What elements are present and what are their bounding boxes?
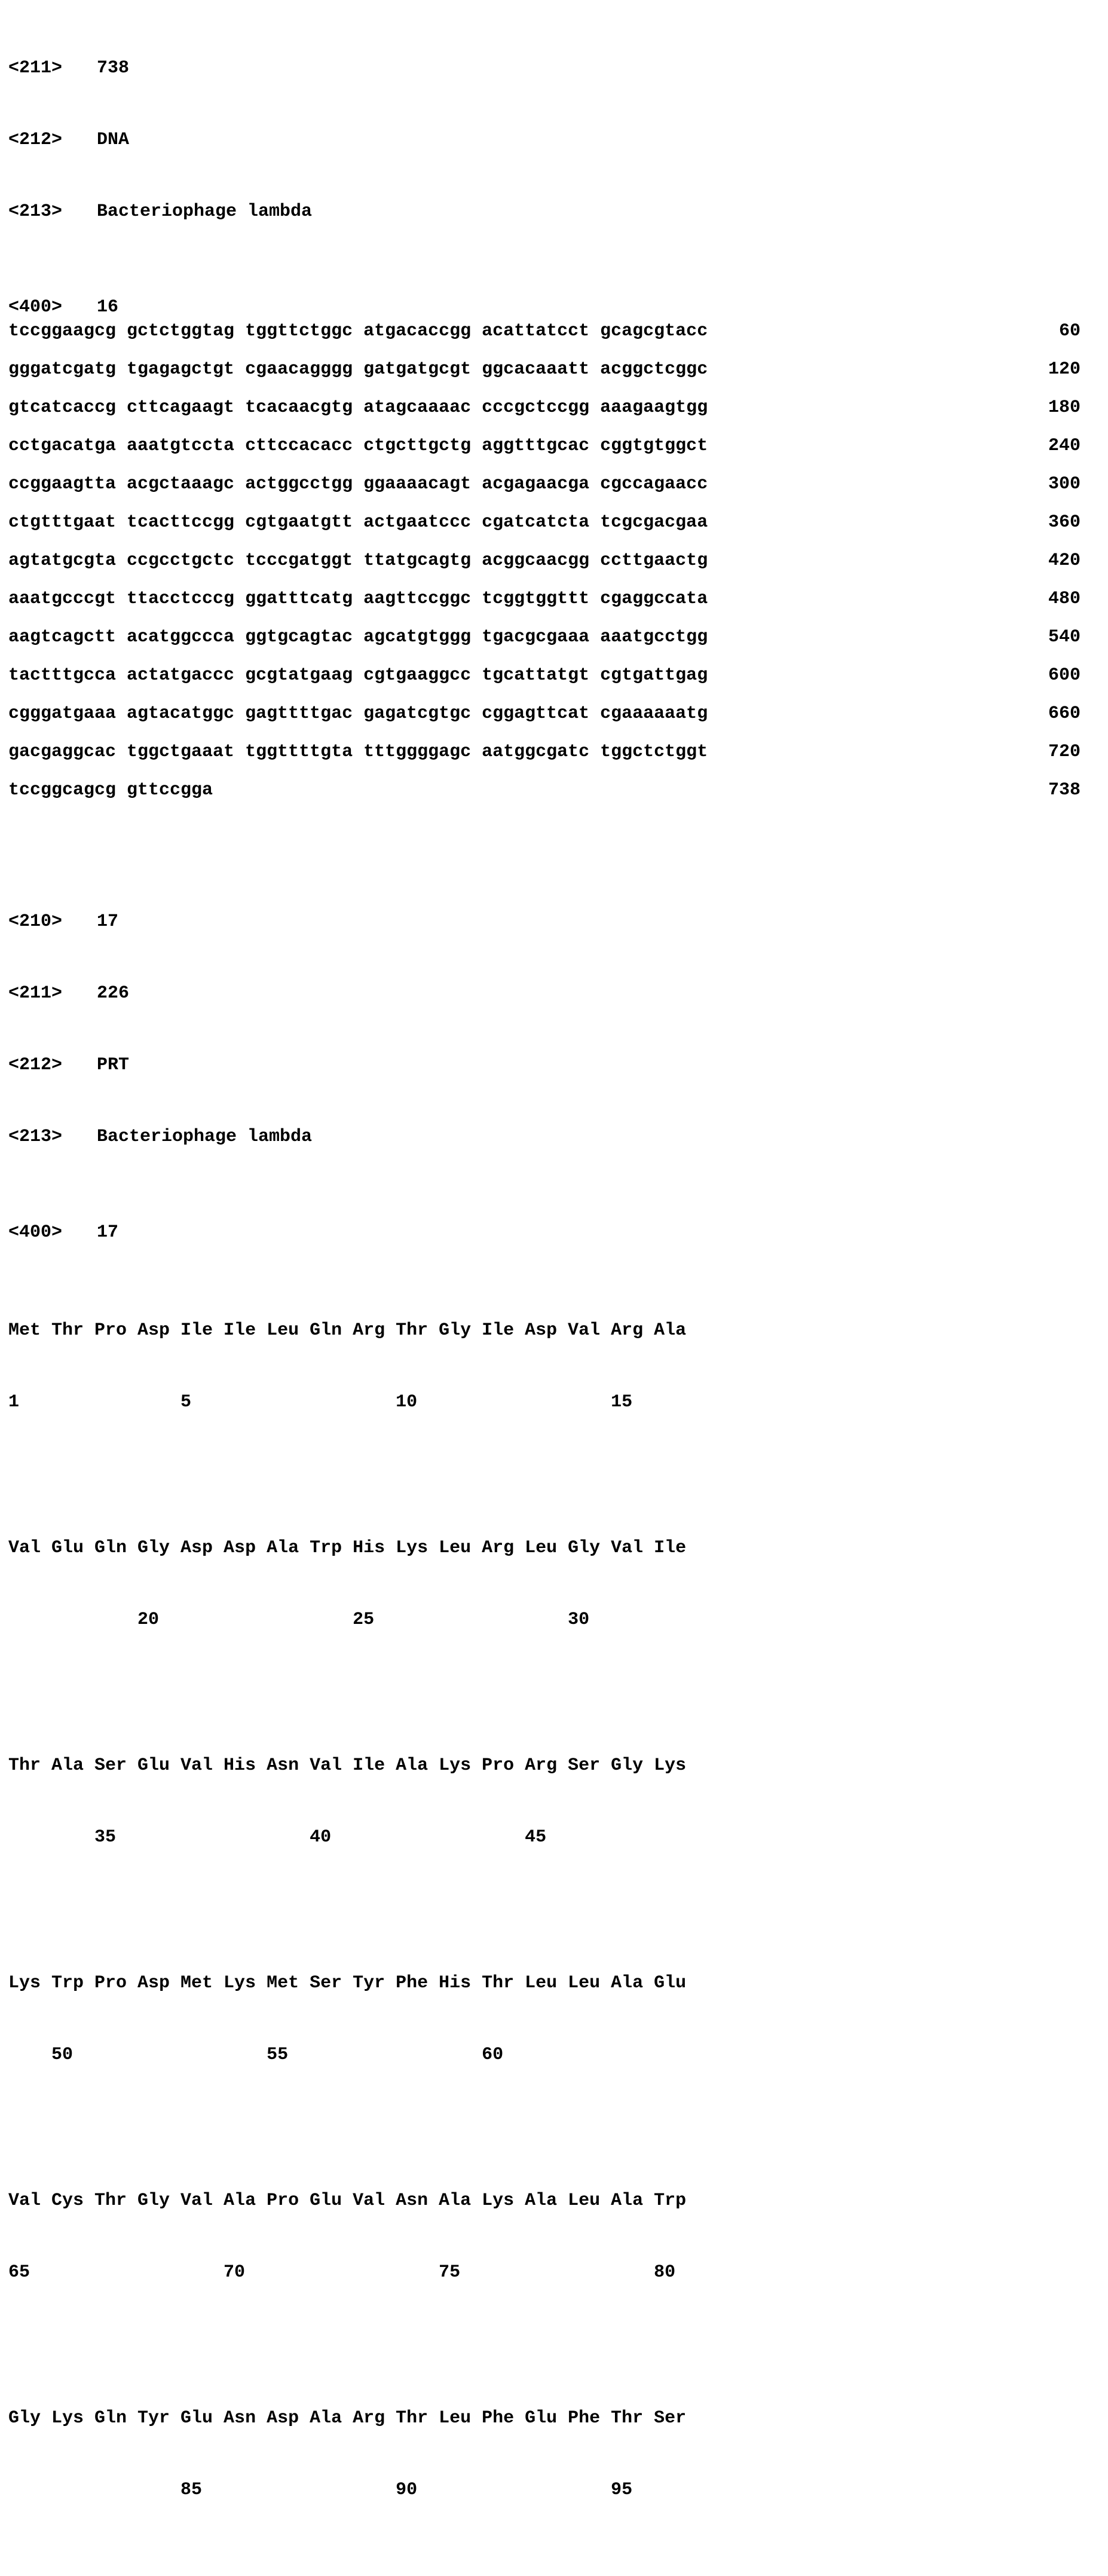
sequence-text: agtatgcgta ccgcctgctc tcccgatggt ttatgcagtg acggcaacgg ccttgaactg bbox=[8, 550, 708, 571]
protein-sequence-block bbox=[8, 1271, 1081, 2550]
residue-line: Val Glu Gln Gly Asp Asp Ala Trp His Lys Leu Arg Leu Gly Val Ile bbox=[8, 1538, 687, 1558]
residue-line: Met Thr Pro Asp Ile Ile Leu Gln Arg Thr Gly Ile Asp Val Arg Ala bbox=[8, 1320, 687, 1341]
residue-number-line: 65 70 75 80 bbox=[8, 2262, 676, 2283]
sequence-text: gggatcgatg tgagagctgt cgaacagggg gatgatgcgt ggcacaaatt acggctcggc bbox=[8, 359, 708, 380]
sequence-position: 660 bbox=[1048, 703, 1081, 724]
sequence-line bbox=[8, 510, 1081, 534]
sequence-text: aagtcagctt acatggccca ggtgcagtac agcatgtggg tgacgcgaaa aaatgcctgg bbox=[8, 627, 708, 647]
field-value: Bacteriophage lambda bbox=[97, 201, 313, 222]
sequence-position: 240 bbox=[1048, 436, 1081, 456]
header-line bbox=[8, 56, 1081, 80]
sequence-text: cgggatgaaa agtacatggc gagttttgac gagatcgtgc cggagttcat cgaaaaaatg bbox=[8, 703, 708, 724]
sequence-line bbox=[8, 357, 1081, 381]
field-tag: <211> bbox=[8, 58, 63, 78]
sequence-text: tactttgcca actatgaccc gcgtatgaag cgtgaaggcc tgcattatgt cgtgattgag bbox=[8, 665, 708, 686]
seq17-header-block bbox=[8, 862, 1081, 1197]
residue-number-line: 35 40 45 bbox=[8, 1827, 547, 1847]
dna-sequence-block bbox=[8, 319, 1081, 802]
sequence-position: 738 bbox=[1048, 780, 1081, 800]
residue-number-line: 20 25 30 bbox=[8, 1610, 590, 1630]
field-tag: <400> bbox=[8, 1222, 63, 1243]
header-line bbox=[8, 200, 1081, 224]
field-tag: <213> bbox=[8, 1127, 63, 1147]
sequence-text: aaatgcccgt ttacctcccg ggatttcatg aagttccggc tcggtggttt cgaggccata bbox=[8, 589, 708, 609]
sequence-text: gtcatcaccg cttcagaagt tcacaacgtg atagcaaaac cccgctccgg aaagaagtgg bbox=[8, 397, 708, 418]
field-value: DNA bbox=[97, 130, 130, 150]
sequence-position: 720 bbox=[1048, 742, 1081, 762]
field-value: 17 bbox=[97, 911, 119, 932]
seq16-400-line bbox=[8, 295, 1081, 319]
protein-group bbox=[8, 1923, 1081, 2115]
sequence-position: 180 bbox=[1048, 397, 1081, 418]
seq17-400-line bbox=[8, 1220, 1081, 1244]
sequence-line bbox=[8, 434, 1081, 458]
field-tag: <212> bbox=[8, 130, 63, 150]
field-value: 16 bbox=[97, 297, 119, 317]
sequence-line bbox=[8, 740, 1081, 764]
field-tag: <400> bbox=[8, 297, 63, 317]
sequence-position: 540 bbox=[1048, 627, 1081, 647]
residue-number-line: 50 55 60 bbox=[8, 2045, 504, 2065]
residue-number-line: 1 5 10 15 bbox=[8, 1392, 633, 1412]
sequence-text: cctgacatga aaatgtccta cttccacacc ctgcttgctg aggtttgcac cggtgtggct bbox=[8, 436, 708, 456]
protein-group bbox=[8, 1706, 1081, 1897]
residue-line: Gly Lys Gln Tyr Glu Asn Asp Ala Arg Thr Leu Phe Glu Phe Thr Ser bbox=[8, 2408, 687, 2428]
sequence-text: ccggaagtta acgctaaagc actggcctgg ggaaaacagt acgagaacga cgccagaacc bbox=[8, 474, 708, 494]
sequence-text: gacgaggcac tggctgaaat tggttttgta tttggggagc aatggcgatc tggctctggt bbox=[8, 742, 708, 762]
protein-group bbox=[8, 2141, 1081, 2332]
sequence-line bbox=[8, 702, 1081, 726]
sequence-position: 600 bbox=[1048, 665, 1081, 686]
sequence-line bbox=[8, 663, 1081, 687]
sequence-position: 480 bbox=[1048, 589, 1081, 609]
field-tag: <211> bbox=[8, 983, 63, 1004]
sequence-position: 360 bbox=[1048, 512, 1081, 533]
sequence-line bbox=[8, 396, 1081, 420]
field-value: 226 bbox=[97, 983, 130, 1004]
sequence-position: 300 bbox=[1048, 474, 1081, 494]
residue-line: Val Cys Thr Gly Val Ala Pro Glu Val Asn Ala Lys Ala Leu Ala Trp bbox=[8, 2190, 687, 2211]
field-value: 738 bbox=[97, 58, 130, 78]
header-line bbox=[8, 1125, 1081, 1149]
sequence-position: 120 bbox=[1048, 359, 1081, 380]
residue-number-line: 85 90 95 bbox=[8, 2480, 633, 2500]
header-line bbox=[8, 128, 1081, 152]
residue-line: Lys Trp Pro Asp Met Lys Met Ser Tyr Phe His Thr Leu Leu Ala Glu bbox=[8, 1973, 687, 1993]
spacer bbox=[8, 1197, 1081, 1220]
field-value: 17 bbox=[97, 1222, 119, 1243]
sequence-line bbox=[8, 472, 1081, 496]
sequence-line bbox=[8, 549, 1081, 573]
field-tag: <210> bbox=[8, 911, 63, 932]
protein-group bbox=[8, 2358, 1081, 2550]
sequence-text: tccggcagcg gttccgga bbox=[8, 780, 213, 800]
field-value: PRT bbox=[97, 1055, 130, 1075]
field-tag: <212> bbox=[8, 1055, 63, 1075]
sequence-line bbox=[8, 778, 1081, 802]
header-line bbox=[8, 981, 1081, 1005]
field-value: Bacteriophage lambda bbox=[97, 1127, 313, 1147]
field-tag: <213> bbox=[8, 201, 63, 222]
residue-line: Thr Ala Ser Glu Val His Asn Val Ile Ala Lys Pro Arg Ser Gly Lys bbox=[8, 1755, 687, 1776]
sequence-text: ctgtttgaat tcacttccgg cgtgaatgtt actgaatccc cgatcatcta tcgcgacgaa bbox=[8, 512, 708, 533]
seq16-header-block bbox=[8, 8, 1081, 271]
sequence-position: 420 bbox=[1048, 550, 1081, 571]
sequence-line bbox=[8, 625, 1081, 649]
sequence-line bbox=[8, 319, 1081, 343]
spacer bbox=[8, 1244, 1081, 1271]
spacer bbox=[8, 271, 1081, 295]
header-line bbox=[8, 910, 1081, 934]
sequence-line bbox=[8, 587, 1081, 611]
protein-group bbox=[8, 1488, 1081, 1679]
protein-group bbox=[8, 1271, 1081, 1462]
sequence-text: tccggaagcg gctctggtag tggttctggc atgacaccgg acattatcct gcagcgtacc bbox=[8, 321, 708, 341]
sequence-position: 60 bbox=[1058, 321, 1081, 341]
header-line bbox=[8, 1053, 1081, 1077]
spacer bbox=[8, 816, 1081, 862]
